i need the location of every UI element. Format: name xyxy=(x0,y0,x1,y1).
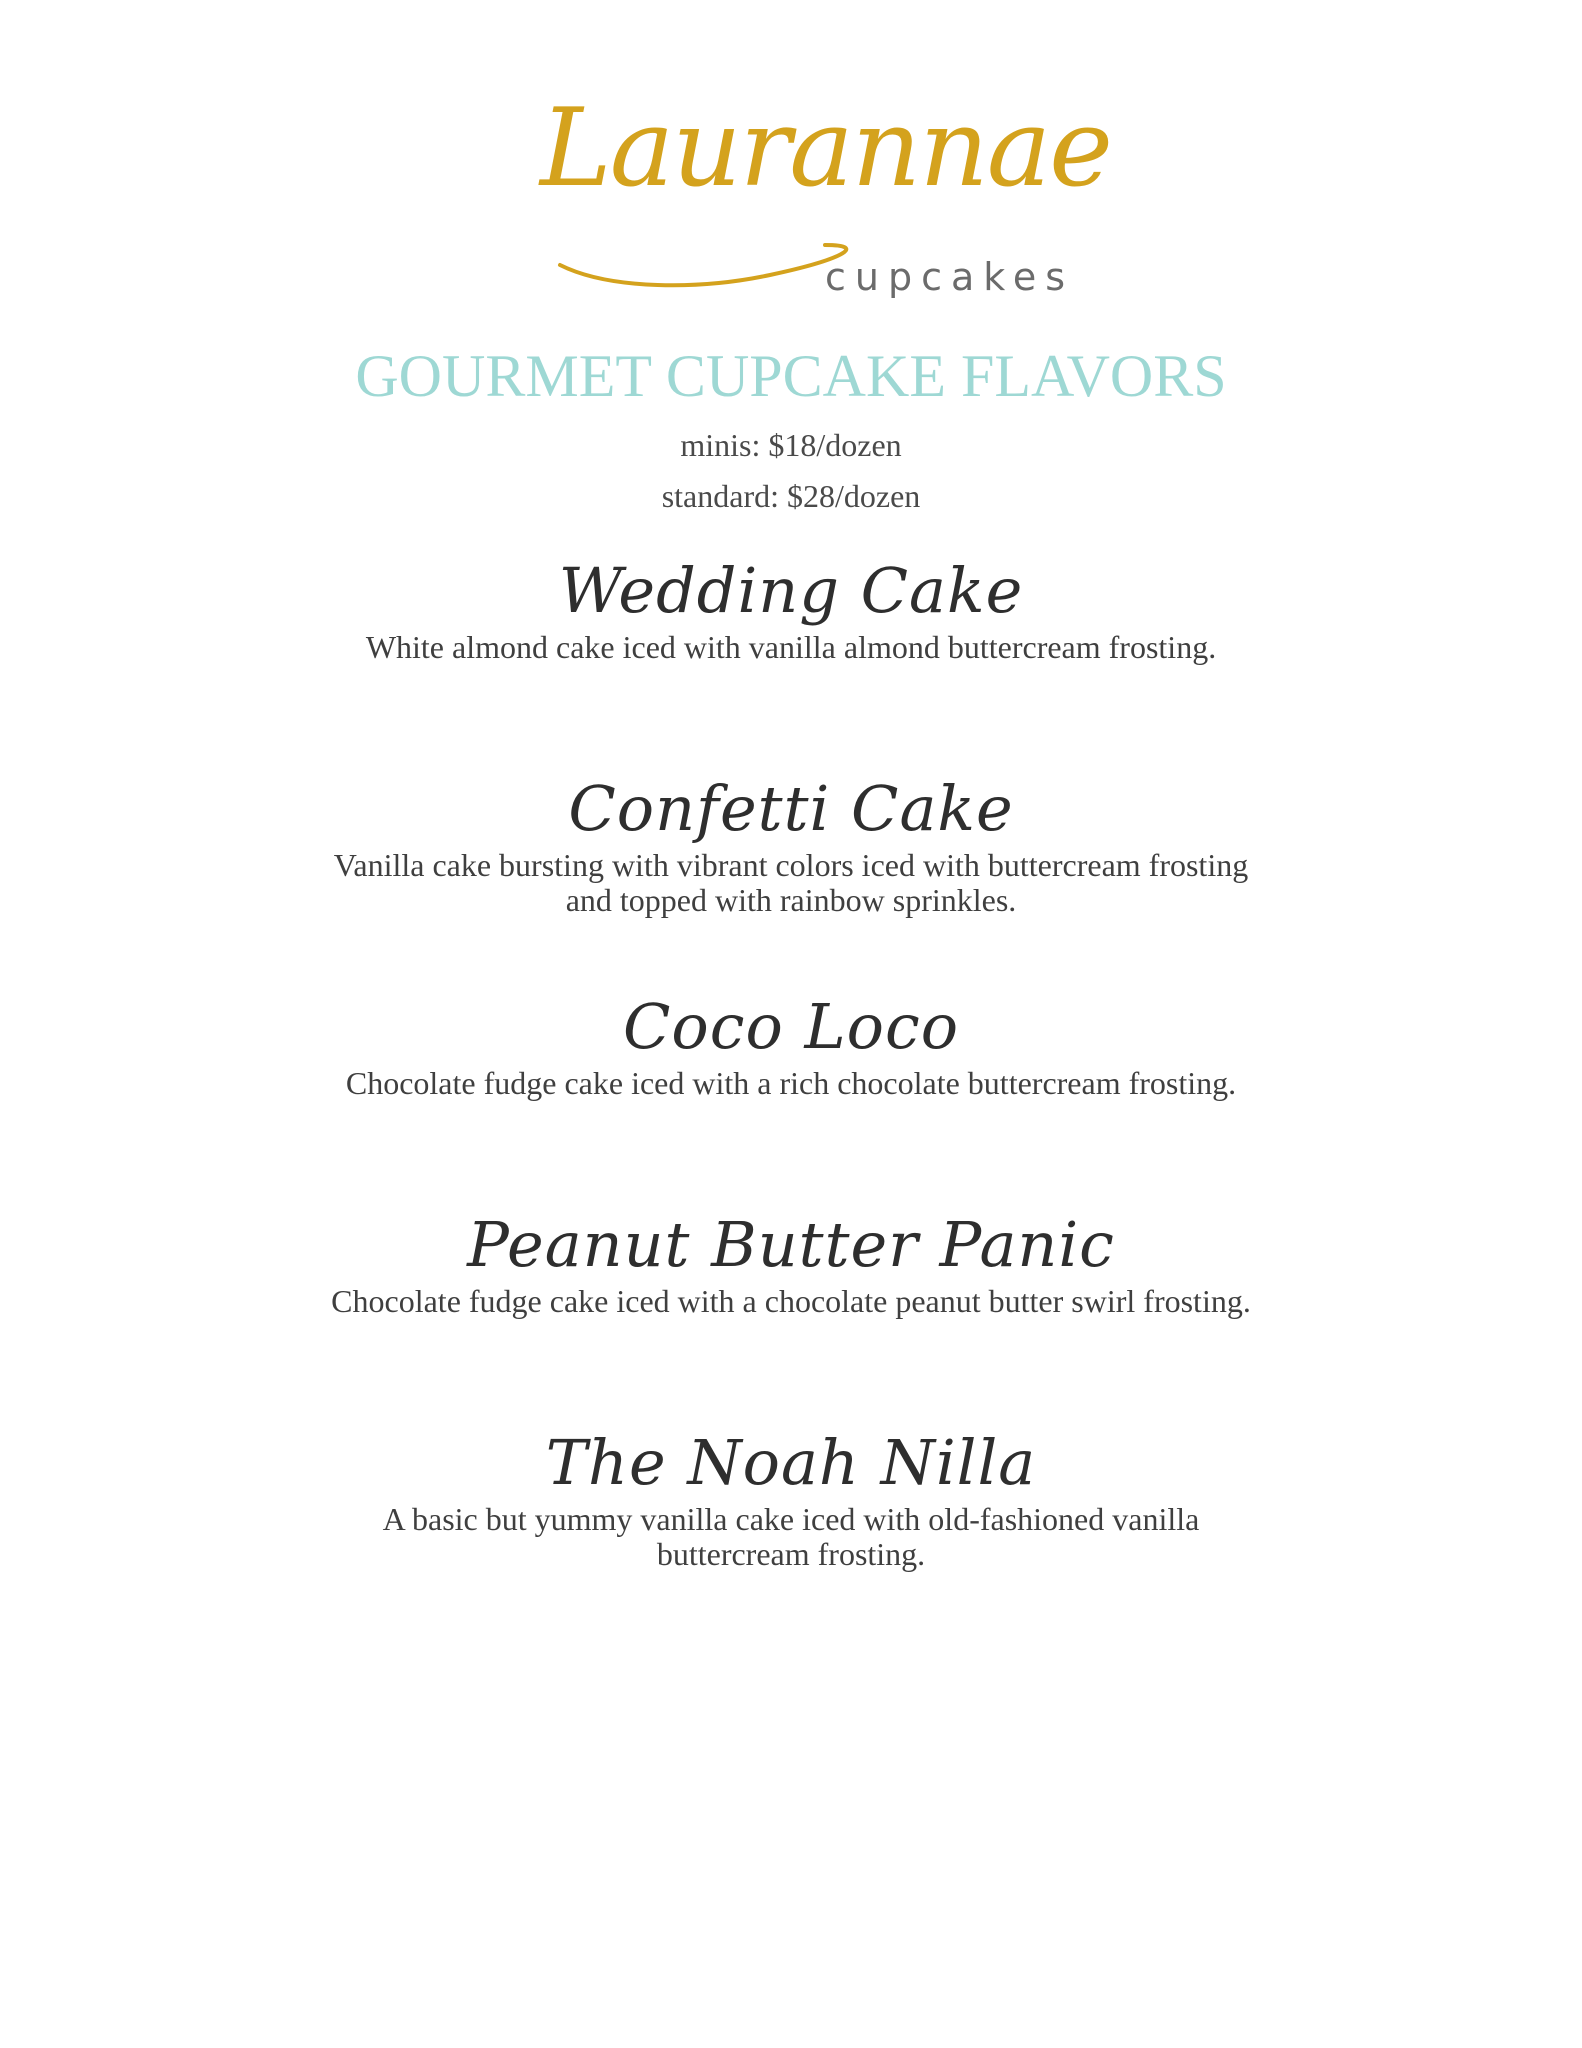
flavor-description: Chocolate fudge cake iced with a chocolate peanut butter swirl frosting. xyxy=(331,1283,1251,1319)
price-minis: minis: $18/dozen xyxy=(680,427,902,463)
flavor-name: Coco Loco xyxy=(622,990,960,1063)
flavor-name: Confetti Cake xyxy=(568,772,1014,845)
flavor-item xyxy=(0,1426,1582,1572)
brand-subtitle: cupcakes xyxy=(825,255,1075,299)
flavor-item xyxy=(0,990,1582,1101)
flavor-item xyxy=(0,772,1582,918)
flavor-description: A basic but yummy vanilla cake iced with old-fashioned vanilla buttercream frosting. xyxy=(382,1501,1200,1572)
flavor-item xyxy=(0,1208,1582,1319)
price-standard: standard: $28/dozen xyxy=(661,478,921,514)
flavor-name: Peanut Butter Panic xyxy=(467,1208,1115,1281)
flavor-name: The Noah Nilla xyxy=(545,1426,1037,1499)
flavor-description: Vanilla cake bursting with vibrant colors iced with buttercream frosting and topped with rainbow sprinkles. xyxy=(333,847,1249,918)
flavor-description: White almond cake iced with vanilla almond buttercream frosting. xyxy=(365,629,1217,665)
brand-logo xyxy=(540,86,1112,305)
brand-name: Laurannae xyxy=(540,86,1112,211)
price-list xyxy=(0,420,1582,522)
flavor-description: Chocolate fudge cake iced with a rich chocolate buttercream frosting. xyxy=(345,1065,1237,1101)
flavor-name: Wedding Cake xyxy=(558,554,1024,627)
menu-title: GOURMET CUPCAKE FLAVORS xyxy=(355,343,1227,409)
flavor-item xyxy=(0,554,1582,665)
